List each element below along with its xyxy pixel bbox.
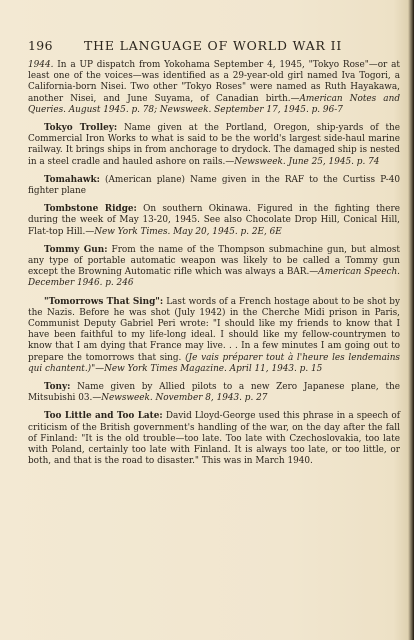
- entry-source: —New York Times Magazine. April 11, 1943. p. 15: [95, 363, 323, 374]
- entry-source: —American Notes and Queries. August 1945. p. 78; Newsweek. September 17, 1945. p. 96-7: [28, 93, 400, 115]
- entry-body: From the name of the Thompson submachine gun, but almost any type of portable automatic weapon was likely to be called a Tommy gun except the Browning Automatic rifle which was always a BAR.: [28, 244, 401, 278]
- glossary-entry: [28, 175, 400, 197]
- entry-term: Tomahawk:: [44, 174, 100, 185]
- entry-body: In a UP dispatch from Yokohama September 4, 1945, "Tokyo Rose"—or at least one of the voices—was identified as a 29-year-old girl named Iva Togori, a California-born Nisei. Two other "Tokyo Roses" were named as Ruth Hayakawa, another Nisei, and June Suyama, of Canadian birth.: [28, 60, 400, 104]
- entry-source: —Newsweek. November 8, 1943. p. 27: [92, 393, 268, 404]
- glossary-entry: [28, 204, 400, 238]
- running-head: THE LANGUAGE OF WORLD WAR II: [84, 38, 343, 53]
- entry-term: Too Little and Too Late:: [44, 411, 163, 422]
- entry-source: —New York Times. May 20, 1945. p. 2E, 6E: [85, 226, 282, 237]
- glossary-entry: [28, 382, 400, 404]
- entry-body: Last words of a French hostage about to be shot by the Nazis. Before he was shot (July 1942) in the Cherche Midi prison in Paris, Communist Deputy Gabriel Peri wrote: "I should like my friends to know that I have been faithful to my life-long ideal. I should like my fellow-countrymen to know that I am dying that France may live. . . In a few minutes I am going out to prepare the tomorrows that sing.: [28, 296, 400, 363]
- entry-body: On southern Okinawa. Figured in the fighting there during the week of May 13-20, 1945. See also Chocolate Drop Hill, Conical Hill, Flat-top Hill.: [28, 204, 400, 237]
- glossary-entry: [28, 411, 400, 467]
- page-number: 196: [28, 38, 53, 53]
- entry-term: "Tomorrows That Sing":: [44, 296, 164, 307]
- glossary-entry: [28, 297, 400, 375]
- entry-term: Tombstone Ridge:: [44, 204, 137, 215]
- glossary-entries: [28, 60, 400, 475]
- entry-term: Tommy Gun:: [44, 244, 108, 255]
- entry-french: (Je vais préparer tout à l'heure les lendemains qui chantent.)": [28, 352, 400, 374]
- glossary-entry: [28, 245, 400, 290]
- glossary-entry: [28, 123, 400, 168]
- binding-shadow: [408, 0, 414, 640]
- page-header: [28, 38, 396, 56]
- entry-source: —American Speech. December 1946. p. 246: [28, 267, 400, 289]
- entry-term: Tony:: [44, 382, 71, 393]
- entry-body: Name given at the Portland, Oregon, ship-yards of the Commercial Iron Works to what is said to be the world's largest side-haul marine railway. It brings ships in from anchorage to drydock. The damaged ship is nested in a steel cradle and hauled ashore on rails.: [28, 123, 400, 167]
- entry-body: (American plane) Name given in the RAF to the Curtiss P-40 fighter plane: [28, 174, 400, 197]
- entry-source: —Newsweek. June 25, 1945. p. 74: [225, 156, 380, 167]
- glossary-entry: [28, 60, 400, 116]
- entry-body: David Lloyd-George used this phrase in a speech of criticism of the British government's handling of the war, on the day after the fall of Finland: "It is the old trouble—too late. Too late with Czechoslovakia, too late with Poland, certainly too late with Finland. It is always too late, or too little, or both, and that is the road to disaster." This was in March 1940.: [28, 411, 400, 467]
- entry-body: Name given by Allied pilots to a new Zero Japanese plane, the Mitsubishi 03.: [28, 382, 400, 404]
- entry-lead: 1944.: [28, 60, 54, 70]
- entry-term: Tokyo Trolley:: [44, 123, 118, 134]
